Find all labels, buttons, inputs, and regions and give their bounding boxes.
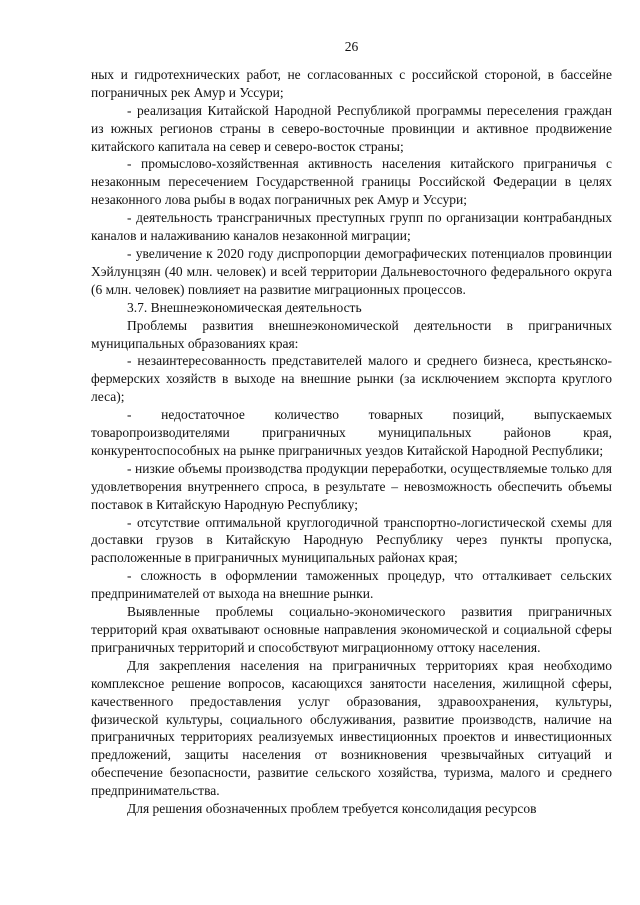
- list-item-resettlement: - реализация Китайской Народной Республикой программы переселения граждан из южных регионов страны в северо-восточные провинции и активное продвижение китайского капитала на север и северо-восток страны;: [91, 102, 612, 154]
- list-item-logistics: - отсутствие оптимальной круглогодичной транспортно-логистической схемы для доставки грузов в Китайскую Народную Республику через пункты пропуска, расположенные в приграничных муниципальных районах края;: [91, 514, 612, 566]
- list-item-customs: - сложность в оформлении таможенных процедур, что отталкивает сельских предпринимателей от выхода на внешние рынки.: [91, 568, 612, 602]
- page-number: 26: [344, 39, 359, 54]
- paragraph-problems-intro: Проблемы развития внешнеэкономической деятельности в приграничных муниципальных образованиях края:: [91, 317, 612, 351]
- list-item-business-disinterest: - незаинтересованность представителей малого и среднего бизнеса, крестьянско-фермерских хозяйств в выходе на внешние рынки (за исключением экспорта круглого леса);: [91, 353, 612, 405]
- list-item-fishing-activity: - промыслово-хозяйственная активность населения китайского приграничья с незаконным пересечением Государственной границы Российской Федерации в целях незаконного лова рыбы в водах пограничных рек Амур и Уссури;: [91, 156, 612, 208]
- paragraph-population-retention: Для закрепления населения на приграничных территориях края необходимо комплексное решение вопросов, касающихся занятости населения, жилищной сферы, качественного предоставления услуг образования, здравоохранения, культуры, физической культуры, социального обслуживания, развитие производств, наличие на приграничных территориях реализуемых инвестиционных проектов и инвестиционных предложений, защиты населения от возникновения чрезвычайных ситуаций и обеспечение безопасности, развитие сельского хозяйства, туризма, малого и среднего предпринимательства.: [91, 657, 612, 799]
- list-item-demographic-disproportion: - увеличение к 2020 году диспропорции демографических потенциалов провинции Хэйлунцзян (40 млн. человек) и всей территории Дальневосточного федерального округа (6 млн. человек) повлияет на развитие миграционных процессов.: [91, 245, 612, 297]
- section-heading: 3.7. Внешнеэкономическая деятельность: [127, 299, 362, 315]
- list-item-low-production: - низкие объемы производства продукции переработки, осуществляемые только для удовлетворения внутреннего спроса, в результате – невозможность обеспечить объемы поставок в Китайскую Народную Республику;: [91, 460, 612, 512]
- paragraph-continuation: ных и гидротехнических работ, не согласованных с российской стороной, в бассейне пограничных рек Амур и Уссури;: [91, 66, 612, 100]
- list-item-criminal-groups: - деятельность трансграничных преступных групп по организации контрабандных каналов и налаживанию каналов незаконной миграции;: [91, 210, 612, 244]
- paragraph-resource-consolidation: Для решения обозначенных проблем требуется консолидация ресурсов: [127, 801, 537, 817]
- list-item-product-positions: - недостаточное количество товарных позиций, выпускаемых товаропроизводителями приграничных муниципальных районов края, конкурентоспособных на рынке приграничных уездов Китайской Народной Республики;: [91, 407, 612, 458]
- page-body: [91, 66, 612, 818]
- paragraph-identified-problems: Выявленные проблемы социально-экономического развития приграничных территорий края охватывают основные направления экономической и социальной сферы приграничных территорий и способствуют миграционному оттоку населения.: [91, 604, 612, 655]
